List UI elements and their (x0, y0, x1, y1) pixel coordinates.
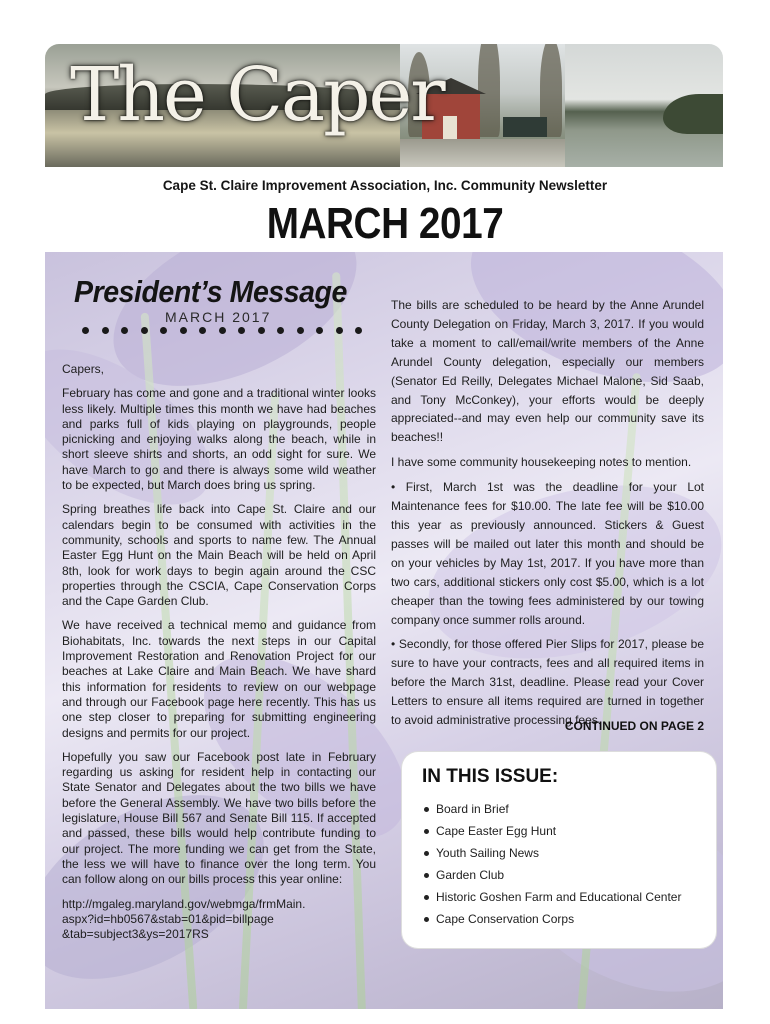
paragraph: Spring breathes life back into Cape St. Claire and our calendars begin to be consumed with activities in the community, schools and sports to name few. The Annual Easter Egg Hunt on the Main Beach will be held on April 8th, look for work days to begin again around the CSC properties through the CSCIA, Cape Conservation Corps and the Cape Garden Club. (62, 502, 376, 609)
bullet-icon (424, 829, 429, 834)
in-this-issue-list (424, 801, 681, 933)
newsletter-logo: The Caper (70, 52, 444, 138)
paragraph: February has come and gone and a traditional winter looks less likely. Multiple times this month we have had beaches and parks full of kids playing on playgrounds, people picnicking and enjoying walks along the beach, while in short sleeve shirts and shorts, an odd sight for sure. We have March to go and there is always some wild weather to be expected, but March does bring us spring. (62, 386, 376, 493)
list-item: Historic Goshen Farm and Educational Center (424, 889, 681, 911)
paragraph: • First, March 1st was the deadline for your Lot Maintenance fees for $10.00. The late fee will be $10.00 this year as previously announced. Stickers & Guest passes will be mailed out later this month and should be on your vehicles by May 1st, 2017. If you have more than two cars, additional stickers only cost $5.00, which is a lot cheaper than the towing fees administered by our towing company once summer rolls around. (391, 480, 704, 627)
paragraph: Hopefully you saw our Facebook post late in February regarding us asking for resident help in contacting our State Senator and Delegates about the two bills we have before the General Assembly. We have two bills before the legislature, House Bill 567 and Senate Bill 115. If accepted and passed, these bills would help contribute funding to our project. The more funding we can get from the State, the less we will have to finance over the long term. You can follow along on our bills process this year online: (62, 749, 376, 887)
bullet-icon (424, 895, 429, 900)
list-item: Board in Brief (424, 801, 681, 823)
bullet-icon (424, 851, 429, 856)
masthead-banner (45, 44, 723, 167)
list-item: Cape Conservation Corps (424, 911, 681, 933)
masthead-subtitle: Cape St. Claire Improvement Association, Inc. Community Newsletter (162, 178, 608, 193)
list-item: Garden Club (424, 867, 681, 889)
paragraph: Capers, (62, 362, 105, 376)
dot-divider (82, 327, 362, 334)
bill-tracking-link[interactable]: http://mgaleg.maryland.gov/webmga/frmMain. aspx?id=hb0567&stab=01&pid=billpage &tab=subject3&ys=2017RS (62, 896, 306, 942)
continued-on-page-2: CONTINUED ON PAGE 2 (564, 719, 704, 733)
paragraph: We have received a technical memo and guidance from Biohabitats, Inc. towards the next steps in our Capital Improvement Restoration and Renovation Project for our beaches at Lake Claire and Main Beach. We have shard this information for residents to review on our webpage and through our Facebook page here recently. This has us one step closer to preparing for submitting engineering designs and permits for our project. (62, 618, 376, 740)
in-this-issue-box (402, 752, 716, 948)
presidents-message-date: MARCH 2017 (165, 309, 272, 325)
paragraph: The bills are scheduled to be heard by the Anne Arundel County Delegation on Friday, March 3, 2017. If you would take a moment to call/email/write members of the Anne Arundel County delegation, especially our members (Senator Ed Reilly, Delegates Michael Malone, Sid Saab, and Tony McConkey), your efforts would be deeply appreciated--and may even help our community save its beaches!! (391, 298, 704, 445)
paragraph: I have some community housekeeping notes to mention. (391, 455, 692, 470)
issue-title: MARCH 2017 (266, 199, 504, 248)
river-photo (565, 44, 723, 167)
list-item: Cape Easter Egg Hunt (424, 823, 681, 845)
in-this-issue-heading: IN THIS ISSUE: (422, 766, 559, 787)
bullet-icon (424, 807, 429, 812)
paragraph: • Secondly, for those offered Pier Slips for 2017, please be sure to have your contracts, fees and all required items in before the March 31st, deadline. Please read your Cover Letters to ensure all items required are turned in together to avoid administrative processing fees. (391, 637, 704, 728)
presidents-message-title: President’s Message (74, 274, 347, 309)
presidents-message-body (62, 362, 376, 951)
bullet-icon (424, 917, 429, 922)
bullet-icon (424, 873, 429, 878)
list-item: Youth Sailing News (424, 845, 681, 867)
right-column-body (391, 296, 704, 736)
